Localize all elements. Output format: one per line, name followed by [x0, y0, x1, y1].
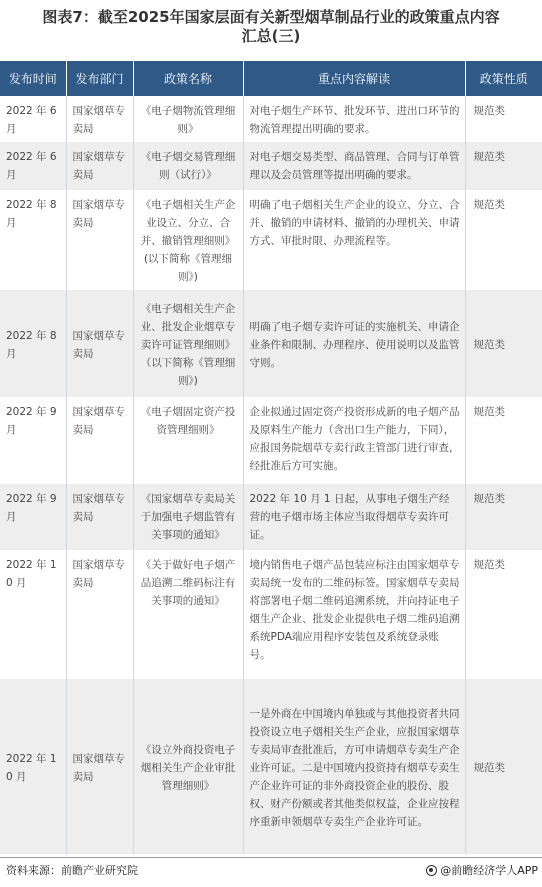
- cell-nature: 规范类: [465, 290, 542, 397]
- source-note: 资料来源：前瞻产业研究院: [6, 864, 138, 877]
- page-title: [0, 8, 542, 46]
- cell-content: 对电子烟生产环节、批发环节、进出口环节的物流管理提出明确的要求。: [243, 96, 465, 142]
- cell-content: 对电子烟交易类型、商品管理、合同与订单管理以及会员管理等提出明确的要求。: [243, 142, 465, 190]
- table-row: [0, 397, 542, 484]
- cell-nature: 规范类: [465, 550, 542, 679]
- cell-content: 2022 年 10 月 1 日起，从事电子烟生产经营的电子烟市场主体应当取得烟草专卖许可证。: [243, 484, 465, 550]
- cell-dept: 国家烟草专卖局: [66, 397, 133, 484]
- table-row: [0, 290, 542, 397]
- cell-content: 明确了电子烟专卖许可证的实施机关、申请企业条件和限制、办理程序、使用说明以及监管守则。: [243, 290, 465, 397]
- cell-content: 一是外商在中国境内单独或与其他投资者共同投资设立电子烟相关生产企业，应报国家烟草专卖局审查批准后，方可申请烟草专卖生产企业许可证。二是中国境内投资持有烟草专卖生产企业许可证的非外商投资企业的股份、股权、财产份额或者其他类似权益，企业应按程序重新申领烟草专卖生产企业许可证。: [243, 679, 465, 854]
- cell-policy-name: 《设立外商投资电子烟相关生产企业审批管理细则》: [133, 679, 243, 854]
- header-date: 发布时间: [0, 61, 66, 96]
- header-nature: 政策性质: [465, 61, 542, 96]
- cell-date: 2022 年 6 月: [0, 96, 66, 142]
- cell-policy-name: 《电子烟固定资产投资管理细则》: [133, 397, 243, 484]
- cell-nature: 规范类: [465, 679, 542, 854]
- cell-policy-name: 《国家烟草专卖局关于加强电子烟监管有关事项的通知》: [133, 484, 243, 550]
- policy-table-container: [0, 61, 542, 854]
- cell-policy-name: 《关于做好电子烟产品追溯二维码标注有关事项的通知》: [133, 550, 243, 679]
- cell-content: 境内销售电子烟产品包装应标注由国家烟草专卖局统一发布的二维码标签。国家烟草专卖局将部署电子烟二维码追溯系统，并向持证电子烟生产企业、批发企业提供电子烟二维码追溯系统PDA端应用程序安装包及系统登录账号。: [243, 550, 465, 679]
- cell-policy-name: 《电子烟相关生产企业、批发企业烟草专卖许可证管理细则》（以下简称《管理细则》): [133, 290, 243, 397]
- cell-dept: 国家烟草专卖局: [66, 290, 133, 397]
- title-line-2: 汇总(三): [241, 27, 301, 45]
- cell-dept: 国家烟草专卖局: [66, 484, 133, 550]
- cell-date: 2022 年 6 月: [0, 142, 66, 190]
- cell-date: 2022 年 8 月: [0, 190, 66, 290]
- cell-nature: 规范类: [465, 484, 542, 550]
- cell-date: 2022 年 10 月: [0, 550, 66, 679]
- cell-date: 2022 年 8 月: [0, 290, 66, 397]
- table-row: [0, 679, 542, 854]
- cell-date: 2022 年 9 月: [0, 484, 66, 550]
- title-line-1: 图表7：截至2025年国家层面有关新型烟草制品行业的政策重点内容: [42, 8, 500, 26]
- brand-logo-icon: [426, 865, 437, 876]
- cell-dept: 国家烟草专卖局: [66, 142, 133, 190]
- cell-policy-name: 《电子烟物流管理细则》: [133, 96, 243, 142]
- table-row: [0, 484, 542, 550]
- cell-nature: 规范类: [465, 190, 542, 290]
- cell-content: 明确了电子烟相关生产企业的设立、分立、合并、撤销的申请材料、撤销的办理机关、申请方式、审批时限、办理流程等。: [243, 190, 465, 290]
- cell-date: 2022 年 9 月: [0, 397, 66, 484]
- table-row: [0, 190, 542, 290]
- header-policy-name: 政策名称: [133, 61, 243, 96]
- header-dept: 发布部门: [66, 61, 133, 96]
- header-content: 重点内容解读: [243, 61, 465, 96]
- cell-nature: 规范类: [465, 397, 542, 484]
- footer: [0, 857, 542, 879]
- cell-nature: 规范类: [465, 96, 542, 142]
- cell-nature: 规范类: [465, 142, 542, 190]
- policy-table: [0, 61, 542, 854]
- cell-content: 企业拟通过固定资产投资形成新的电子烟产品及原料生产能力（含出口生产能力，下同），应报国务院烟草专卖行政主管部门进行审查，经批准后方可实施。: [243, 397, 465, 484]
- cell-dept: 国家烟草专卖局: [66, 96, 133, 142]
- table-row: [0, 550, 542, 679]
- table-header-row: [0, 61, 542, 96]
- cell-policy-name: 《电子烟相关生产企业设立、分立、合并、撤销管理细则》(以下简称《管理细则》): [133, 190, 243, 290]
- cell-policy-name: 《电子烟交易管理细则（试行）》: [133, 142, 243, 190]
- cell-dept: 国家烟草专卖局: [66, 679, 133, 854]
- cell-dept: 国家烟草专卖局: [66, 550, 133, 679]
- cell-dept: 国家烟草专卖局: [66, 190, 133, 290]
- table-row: [0, 96, 542, 142]
- cell-date: 2022 年 10 月: [0, 679, 66, 854]
- table-row: [0, 142, 542, 190]
- brand-credit: [426, 862, 538, 878]
- brand-label: @前瞻经济学人APP: [440, 864, 538, 877]
